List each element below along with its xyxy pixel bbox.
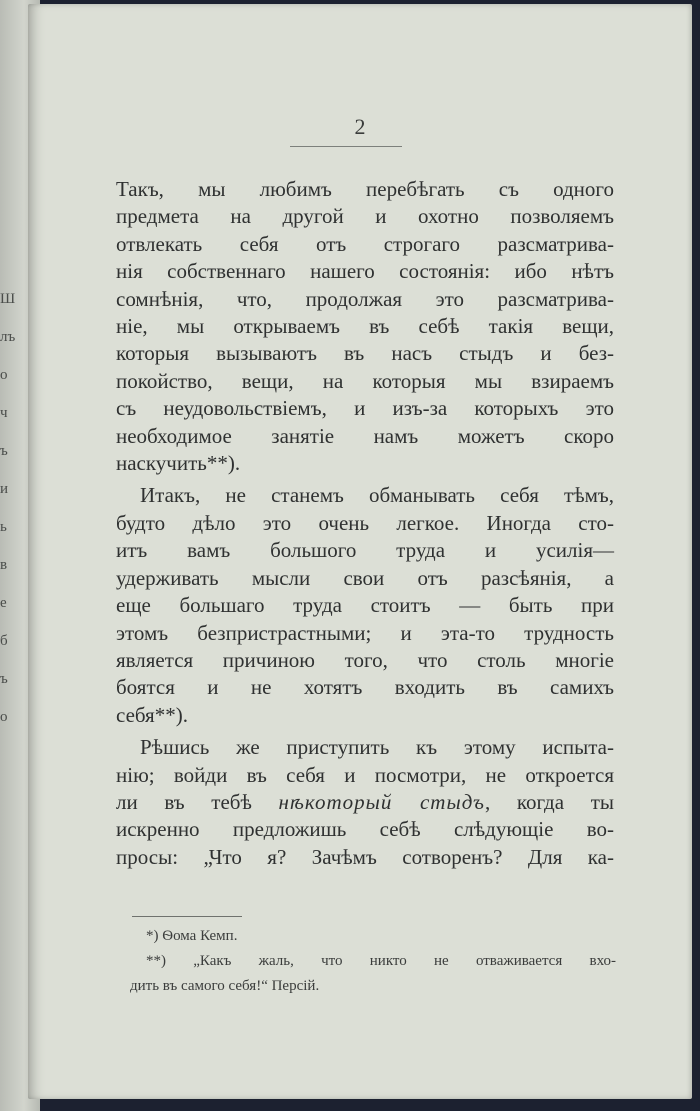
text-line: предмета на другой и охотно позволяемъ xyxy=(116,204,614,229)
text-line: себя**). xyxy=(116,702,188,727)
prev-fragment: о xyxy=(0,709,8,725)
prev-fragment: ъ xyxy=(0,671,8,687)
footnotes xyxy=(130,924,616,999)
text-line: будто дѣло это очень легкое. Иногда сто- xyxy=(116,510,614,535)
text-line: съ неудовольствіемъ, и изъ-за которыхъ это xyxy=(116,396,614,421)
text-line: отвлекать себя отъ строгаго разсматрива- xyxy=(116,231,614,256)
prev-fragment: в xyxy=(0,557,8,573)
text-line: покойство, вещи, на которыя мы взираемъ xyxy=(116,368,614,393)
prev-fragment: ъ xyxy=(0,443,8,459)
text-line: этомъ безпристрастными; и эта-то трудность xyxy=(116,620,614,645)
prev-fragment: б xyxy=(0,633,8,649)
text-line: искренно предложишь себѣ слѣдующіе во- xyxy=(116,817,614,842)
text-line: еще большаго труда стоитъ — быть при xyxy=(116,593,614,618)
prev-fragment: ч xyxy=(0,405,8,421)
text-line: которыя вызываютъ въ насъ стыдъ и без- xyxy=(116,341,614,366)
prev-fragment: и xyxy=(0,481,9,497)
text-line: Итакъ, не станемъ обманывать себя тѣмъ, xyxy=(140,483,614,508)
page-number-rule xyxy=(290,146,402,147)
text-line: нію; войди въ себя и посмотри, не откроется xyxy=(116,762,614,787)
text-line-with-italic xyxy=(116,789,614,816)
paragraph-3 xyxy=(116,734,614,871)
text-line: удерживать мысли свои отъ разсѣянія, а xyxy=(116,565,614,590)
footnote-2-continued: дить въ самого себя!“ Персій. xyxy=(130,978,320,994)
prev-fragment: о xyxy=(0,367,8,383)
text-fragment: , когда ты xyxy=(484,789,614,814)
text-line: итъ вамъ большого труда и усилія— xyxy=(116,538,614,563)
prev-fragment: е xyxy=(0,595,7,611)
text-line: сомнѣнія, что, продолжая это разсматрива- xyxy=(116,286,614,311)
footnote-rule xyxy=(132,916,242,917)
body-text xyxy=(116,176,614,876)
text-line: необходимое занятіе намъ можетъ скоро xyxy=(116,423,614,448)
text-line: ніе, мы открываемъ въ себѣ такія вещи, xyxy=(116,314,614,339)
footnote-1: *) Ѳома Кемп. xyxy=(146,928,238,944)
prev-fragment: Ш xyxy=(0,291,16,307)
text-line: является причиною того, что столь многіе xyxy=(116,647,614,672)
text-line: боятся и не хотятъ входить въ самихъ xyxy=(116,675,614,700)
previous-page-text xyxy=(0,280,24,736)
text-line: наскучить**). xyxy=(116,451,241,476)
book-page xyxy=(28,4,692,1099)
text-line: нія собственнаго нашего состоянія: ибо нѣтъ xyxy=(116,259,614,284)
italic-phrase: нѣкоторый стыдъ xyxy=(278,789,485,814)
text-line: Такъ, мы любимъ перебѣгать съ одного xyxy=(116,177,614,201)
paragraph-2 xyxy=(116,482,614,729)
footnote-2: **) „Какъ жаль, что никто не отваживается вхо- xyxy=(146,953,616,969)
page-number: 2 xyxy=(354,114,366,139)
prev-fragment: лъ xyxy=(0,329,16,345)
text-fragment: ли въ тебѣ xyxy=(116,789,279,814)
paragraph-1 xyxy=(116,176,614,477)
text-line: просы: „Что я? Зачѣмъ сотворенъ? Для ка- xyxy=(116,844,614,869)
text-line: Рѣшись же приступить къ этому испыта- xyxy=(140,735,614,760)
prev-fragment: ь xyxy=(0,519,7,535)
